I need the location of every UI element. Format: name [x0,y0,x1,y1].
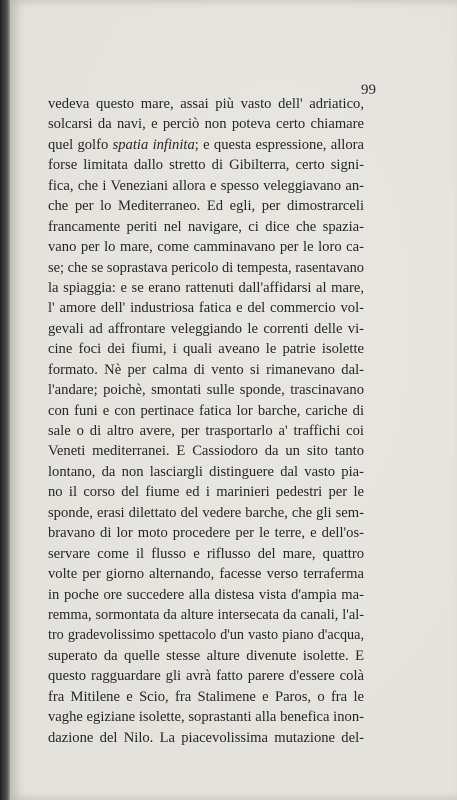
text-line: no il corso del fiume ed i marinieri pedestri per le [48,484,364,501]
text-line: solcarsi da navi, e perciò non poteva certo chiamare [48,116,364,133]
text-line: l' amore dell' industriosa fatica e del commercio vol- [48,300,364,317]
text-line: volte per giorno alternando, facesse verso terraferma [48,566,364,583]
text-line: lontano, da non lasciargli distinguere dal vasto pia- [48,463,364,480]
text-line: sponde, erasi dilettato del vedere barche, che gli sem- [48,504,364,521]
text-line: forse limitata dallo stretto di Gibilterra, certo signi- [48,157,364,174]
text-line: questo ragguardare gli avrà fatto parere d'essere colà [48,668,364,685]
italic-phrase: spatia infinita [112,136,195,153]
text-line: servare come il flusso e riflusso del mare, quattro [48,545,364,562]
text-line: la spiaggia: e se erano rattenuti dall'affidarsi al mare, [48,279,364,296]
text-line: quel golfo spatia infinita; e questa espressione, allora [48,136,364,153]
text-line: che per lo Mediterraneo. Ed egli, per dimostrarceli [48,198,364,215]
text-line: tro gradevolissimo spettacolo d'un vasto piano d'acqua, [48,627,364,644]
text-line: bravano di lor moto procedere per le terre, e dell'os- [48,525,364,542]
book-gutter-shadow [0,0,10,800]
text-line: vano per lo mare, come camminavano per le loro ca- [48,239,364,256]
text-line: cine foci dei fiumi, i quali aveano le patrie isolette [48,341,364,358]
text-line: Veneti mediterranei. E Cassiodoro da un sito tanto [48,443,364,460]
text-line: vaghe egiziane isolette, soprastanti alla benefica inon- [48,709,364,726]
text-line: francamente periti nel navigare, ci dice che spazia- [48,218,364,235]
body-text [48,94,364,748]
text-line: sale o di altro avere, per trasportarlo a' traffichi coi [48,423,364,439]
text-line: formato. Nè per calma di vento si rimanevano dal- [48,361,364,378]
text-line: fra Mitilene e Scio, fra Stalimene e Paros, o fra le [48,688,364,705]
page-number: 99 [361,82,376,98]
text-line: in poche ore succedere alla distesa vista d'ampia ma- [48,586,364,603]
text-line: dazione del Nilo. La piacevolissima mutazione del- [48,729,364,746]
text-line: superato da quelle stesse alture divenute isolette. E [48,647,364,664]
text-line: se; che se soprastava pericolo di tempesta, rasentavano [48,259,364,276]
text-line: fica, che i Veneziani allora e spesso veleggiavano an- [48,177,364,194]
text-line: vedeva questo mare, assai più vasto dell' adriatico, [48,96,364,112]
text-line: remma, sormontata da alture intersecata da canali, l'al- [48,606,364,623]
text-line: con funi e con pertinace fatica lor barche, cariche di [48,402,364,419]
text-line: l'andare; poichè, smontati sulle sponde, trascinavano [48,382,364,399]
text-line: gevali ad affrontare veleggiando le correnti delle vi- [48,320,364,337]
